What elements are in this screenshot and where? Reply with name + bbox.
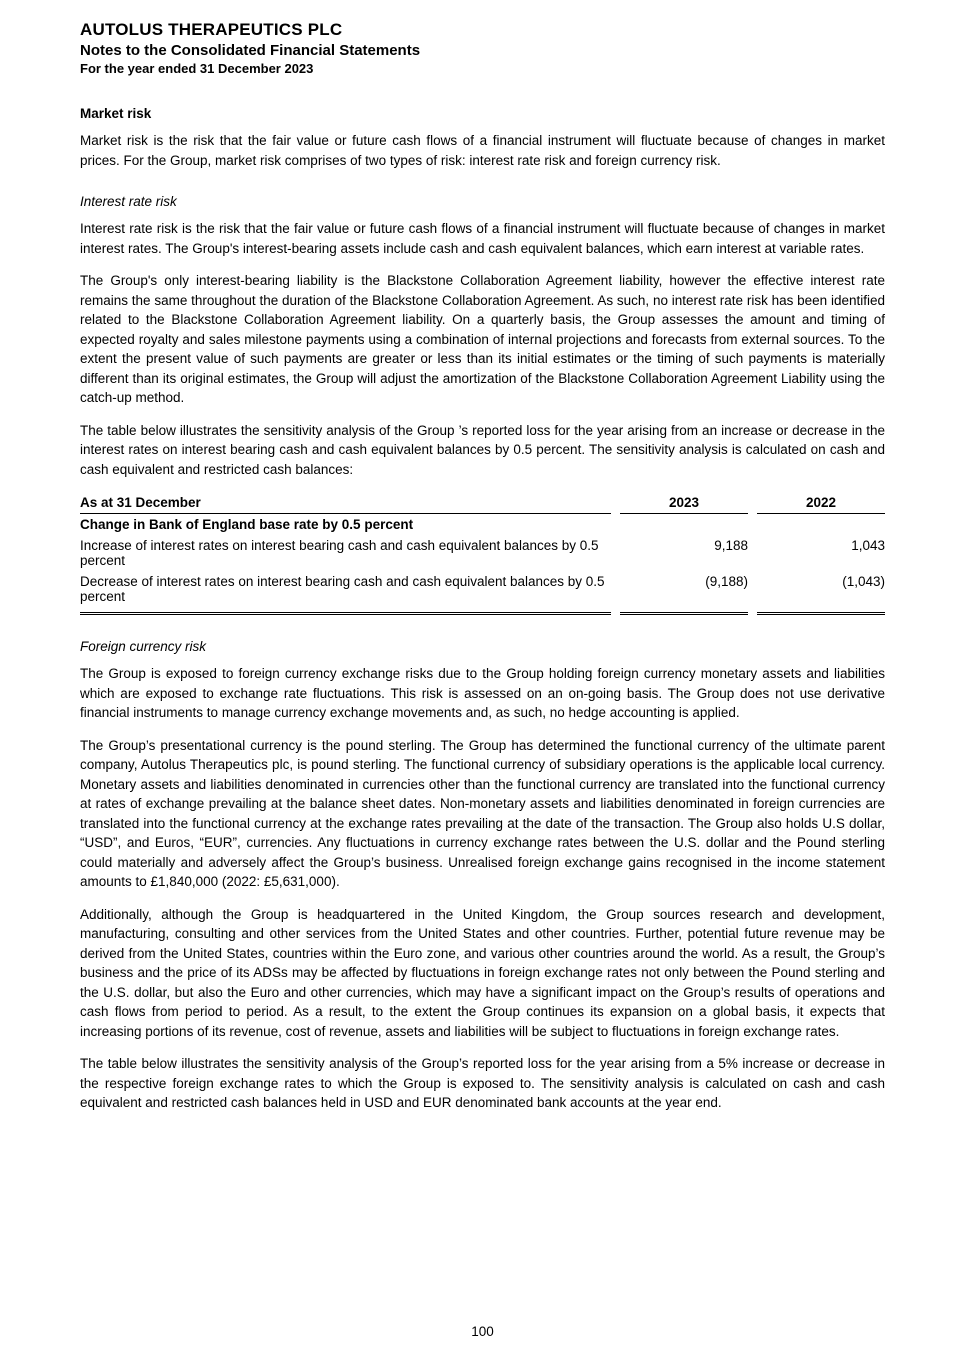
sensitivity-table (80, 492, 885, 615)
table-header-label: As at 31 December (80, 492, 611, 514)
foreign-currency-risk-heading: Foreign currency risk (80, 639, 207, 654)
foreign-currency-risk-paragraph-4: The table below illustrates the sensitivity analysis of the Group’s reported loss for the year arising from a 5% increase or decrease in the respective foreign exchange rates to which the Group is exposed to. The sensitivity analysis is calculated on cash and cash equivalent and restricted cash balances held in USD and EUR denominated bank accounts at the year end. (80, 1056, 885, 1110)
table-header-year-2023: 2023 (620, 492, 748, 514)
section-foreign-currency-risk (80, 639, 885, 1113)
document-header (80, 20, 885, 76)
table-row-label: Increase of interest rates on interest bearing cash and cash equivalent balances by 0.5 percent (80, 538, 599, 568)
table-value-2022: (1,043) (757, 571, 885, 615)
section-interest-rate-risk (80, 194, 885, 479)
document-period: For the year ended 31 December 2023 (80, 61, 314, 76)
table-row (80, 535, 885, 571)
table-value-2023: 9,188 (714, 538, 748, 553)
document-title: Notes to the Consolidated Financial Statements (80, 42, 421, 59)
table-row (80, 571, 885, 615)
section-market-risk (80, 106, 885, 170)
market-risk-heading: Market risk (80, 106, 152, 121)
table-column-spacer (611, 492, 620, 514)
foreign-currency-risk-paragraph-1: The Group is exposed to foreign currency exchange risks due to the Group holding foreign currency monetary assets and liabilities which are exposed to exchange rate fluctuations. This risk is assessed on an on-going basis. The Group does not use derivative financial instruments to manage currency exchange movements and, as such, no hedge accounting is applied. (80, 666, 885, 720)
foreign-currency-risk-paragraph-2: The Group’s presentational currency is the pound sterling. The Group has determined the functional currency of the ultimate parent company, Autolus Therapeutics plc, is pound sterling. The functional currency of subsidiary operations is the applicable local currency. Monetary assets and liabilities denominated in currencies other than the functional currency are translated into the functional currency at rates of exchange prevailing at the balance sheet dates. Non-monetary assets and liabilities denominated in foreign currencies are translated into the functional currency at the exchange rates prevailing at the date of the transaction. The Group also holds U.S dollar, “USD”, and Euros, “EUR”, currencies. Any fluctuations in currency exchange rates between the U.S. dollar and the Pound sterling could materially and adversely affect the Group’s business. Unrealised foreign exchange gains recognised in the income statement amounts to £1,840,000 (2022: £5,631,000). (80, 737, 885, 889)
company-name: AUTOLUS THERAPEUTICS PLC (80, 20, 343, 39)
interest-rate-risk-paragraph-2: The Group's only interest-bearing liability is the Blackstone Collaboration Agreement liability, however the effective interest rate remains the same throughout the duration of the Blackstone Collaboration Agreement. As such, no interest rate risk has been identified related to the Blackstone Collaboration Agreement liability. On a quarterly basis, the Group assesses the amount and timing of expected royalty and sales milestone payments using a combination of internal projections and forecasts from external sources. To the extent the present value of such payments are greater or less than its initial estimates or the timing of such payments is materially different than its original estimates, the Group will adjust the amortization of the Blackstone Collaboration Agreement Liability using the catch-up method. (80, 273, 885, 405)
table-header-row (80, 492, 885, 514)
table-subheader: Change in Bank of England base rate by 0.5 percent (80, 517, 414, 532)
table-value-2023: (9,188) (620, 571, 748, 615)
page-number: 100 (471, 1324, 494, 1339)
table-row-label: Decrease of interest rates on interest bearing cash and cash equivalent balances by 0.5 percent (80, 571, 611, 615)
table-subheader-row (80, 514, 885, 535)
market-risk-paragraph: Market risk is the risk that the fair value or future cash flows of a financial instrument will fluctuate because of changes in market prices. For the Group, market risk comprises of two types of risk: interest rate risk and foreign currency risk. (80, 133, 885, 168)
table-column-spacer (748, 492, 757, 514)
table-header-year-2022: 2022 (757, 492, 885, 514)
interest-rate-risk-paragraph-1: Interest rate risk is the risk that the fair value or future cash flows of a financial instrument will fluctuate because of changes in market interest rates. The Group's interest-bearing assets include cash and cash equivalent balances, which earn interest at variable rates. (80, 221, 885, 256)
foreign-currency-risk-paragraph-3: Additionally, although the Group is headquartered in the United Kingdom, the Group sources research and development, manufacturing, consulting and other services from the United States and other countries. Further, potential future revenue may be derived from the United States, countries within the Euro zone, and various other countries around the world. As a result, the Group’s business and the price of its ADSs may be affected by fluctuations in foreign exchange rates not only between the Pound sterling and the U.S. dollar, but also the Euro and other currencies, which may have a significant impact on the Group’s results of operations and cash flows from period to period. As a result, to the extent the Group continues its expansion on a global basis, it expects that increasing portions of its revenue, cost of revenue, assets and liabilities will be subject to fluctuations in foreign exchange rates. (80, 906, 885, 1039)
interest-rate-risk-heading: Interest rate risk (80, 194, 177, 209)
interest-rate-risk-paragraph-3: The table below illustrates the sensitivity analysis of the Group ’s reported loss for the year arising from an increase or decrease in the interest rates on interest bearing cash and cash equivalent balances by 0.5 percent. The sensitivity analysis is calculated on cash and cash equivalent and restricted cash balances: (80, 422, 885, 477)
table-value-2022: 1,043 (851, 538, 885, 553)
